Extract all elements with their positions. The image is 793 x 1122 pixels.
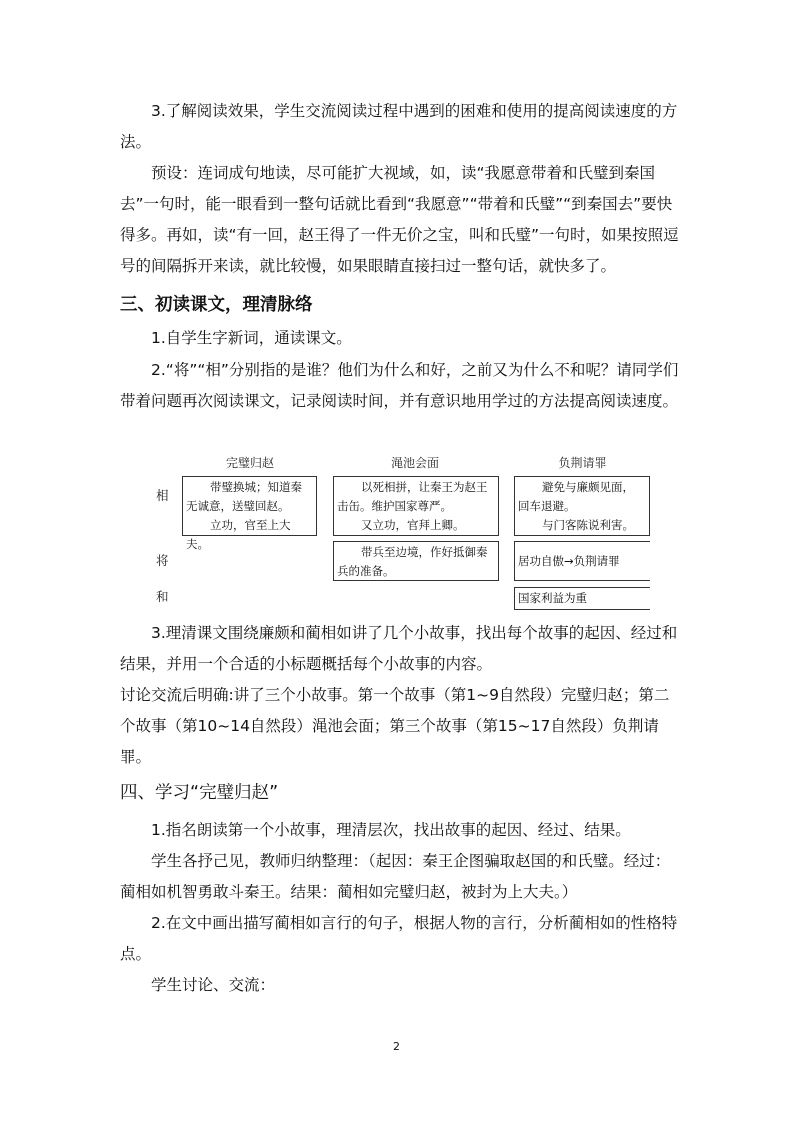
paragraph-preset: 预设：连词成句地读，尽可能扩大视域，如，读“我愿意带着和氏璧到秦国去”一句时，能一眼看到一整句话就比看到“我愿意”“带着和氏璧”“到秦国去”要快得多。再如，读“有一回，赵王得了一件无价之宝，叫和氏璧”一句时，如果按照逗号的间隔拆开来读，就比较慢，如果眼睛直接扫过一整句话，就快多了。 (120, 164, 679, 275)
column-header-1: 完璧归赵 (225, 456, 274, 470)
page-number: 2 (393, 1040, 400, 1053)
paragraph-three-stories: 3.理清课文围绕廉颇和蔺相如讲了几个小故事，找出每个故事的起因、经过和结果，并用一个合适的小标题概括每个小故事的内容。 (120, 624, 678, 673)
paragraph-read-aloud: 1.指名朗读第一个小故事，理清层次，找出故事的起因、经过、结果。 (151, 821, 631, 839)
story-diagram (140, 450, 660, 615)
row-label-jiang: 将 (156, 553, 169, 568)
paragraph-discuss: 学生讨论、交流： (151, 976, 276, 994)
box-xiang-mianchi: 以死相拼，让秦王为赵王 击缶。维护国家尊严。 又立功，官拜上卿。 (333, 476, 499, 536)
column-header-2: 渑池会面 (390, 456, 439, 470)
box-xiang-wanbi: 带璧换城；知道秦 无诚意，送璧回赵。 立功，官至上大夫。 (182, 476, 317, 536)
row-label-he: 和 (156, 589, 169, 604)
row-label-xiang: 相 (156, 488, 169, 503)
paragraph-self-study: 1.自学生字新词，通读课文。 (151, 329, 352, 347)
box-xiang-fujing: 避免与廉颇见面， 回车退避。 与门客陈说利害。 (514, 476, 650, 536)
section-heading-4: 四、学习“完璧归赵” (120, 783, 279, 803)
paragraph-discussion-result: 讨论交流后明确:讲了三个小故事。第一个故事（第1~9自然段）完璧归赵；第二个故事（第10~14自然段）渑池会面；第三个故事（第15~17自然段）负荆请罪。 (120, 686, 670, 766)
paragraph-reading-effect: 3.了解阅读效果，学生交流阅读过程中遇到的困难和使用的提高阅读速度的方法。 (120, 102, 678, 151)
paragraph-questions: 2.“将”“相”分别指的是谁？他们为什么和好，之前又为什么不和呢？请同学们带着问题再次阅读课文，记录阅读时间，并有意识地用学过的方法提高阅读速度。 (120, 361, 679, 410)
box-jiang-fujing: 居功自傲→负荆请罪 (514, 541, 650, 581)
paragraph-character: 2.在文中画出描写蔺相如言行的句子，根据人物的言行，分析蔺相如的性格特点。 (120, 914, 678, 963)
paragraph-summary: 学生各抒己见，教师归纳整理：（起因：秦王企图骗取赵国的和氏璧。经过：蔺相如机智勇敢斗秦王。结果：蔺相如完璧归赵，被封为上大夫。） (120, 852, 671, 901)
box-jiang-mianchi: 带兵至边境，作好抵御秦 兵的准备。 (333, 541, 499, 581)
column-header-3: 负荆请罪 (558, 456, 607, 470)
section-heading-3: 三、初读课文，理清脉络 (120, 295, 313, 315)
box-he-fujing: 国家利益为重 (514, 587, 650, 610)
